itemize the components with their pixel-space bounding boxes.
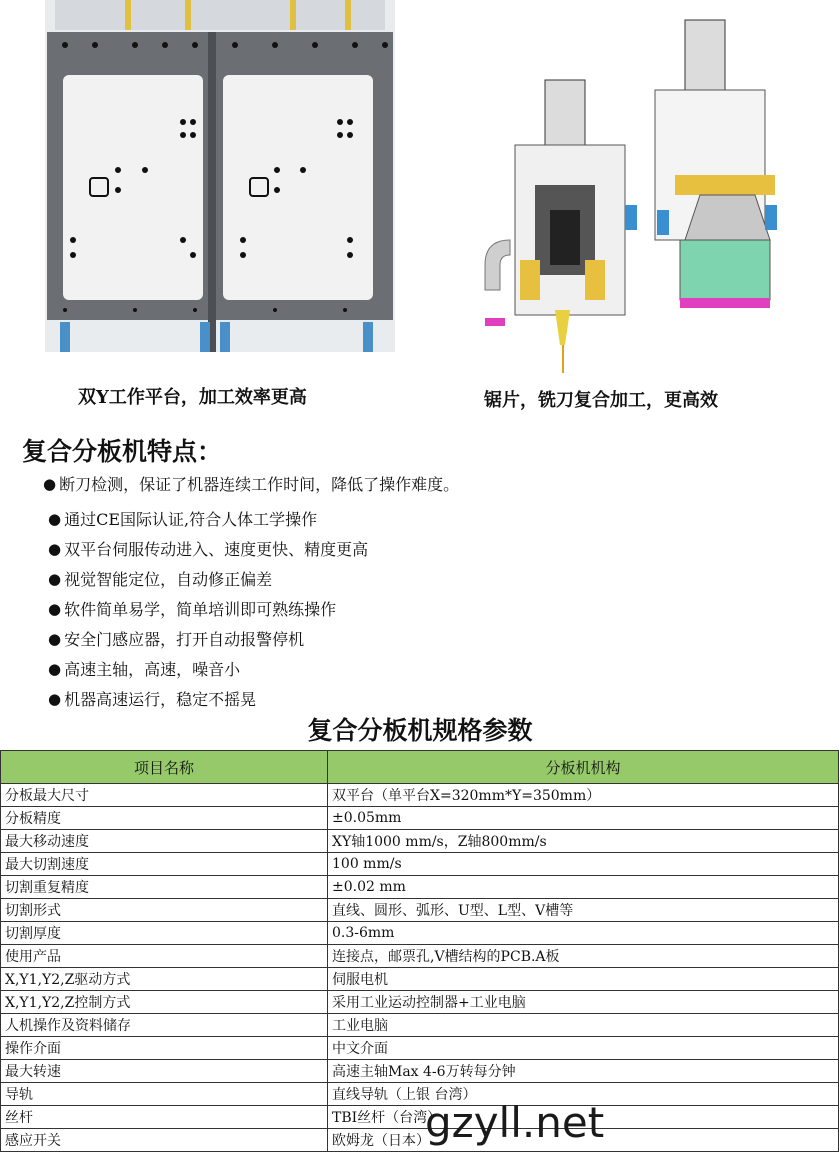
right-image-caption: 锯片，铣刀复合加工，更高效 (484, 390, 718, 411)
left-image-caption: 双Y工作平台，加工效率更高 (78, 387, 307, 408)
bullet-icon: ● (48, 599, 62, 618)
spec-item-name: 最大移动速度 (1, 830, 328, 853)
table-row (1, 1037, 839, 1060)
column-header-item: 项目名称 (1, 751, 328, 784)
spec-item-value: 双平台（单平台X=320mm*Y=350mm） (328, 784, 839, 807)
spec-item-name: 切割形式 (1, 899, 328, 922)
feature-text: 高速主轴，高速，噪音小 (64, 660, 241, 679)
spec-item-name: 丝杆 (1, 1106, 328, 1129)
table-row (1, 807, 839, 830)
spec-item-value: 0.3-6mm (328, 922, 839, 945)
features-title: 复合分板机特点： (22, 437, 223, 466)
feature-item (48, 657, 240, 680)
table-row (1, 830, 839, 853)
feature-item (48, 507, 317, 530)
table-row (1, 922, 839, 945)
table-row (1, 1060, 839, 1083)
cutting-head-drawing (435, 0, 825, 375)
feature-text: 双平台伺服传动进入、速度更快、精度更高 (64, 540, 369, 559)
spec-item-name: 人机操作及资料储存 (1, 1014, 328, 1037)
feature-item (48, 537, 368, 560)
bullet-icon: ● (48, 659, 62, 678)
spec-item-value: 工业电脑 (328, 1014, 839, 1037)
spec-item-name: 操作介面 (1, 1037, 328, 1060)
bullet-icon: ● (48, 569, 62, 588)
feature-item (48, 597, 336, 620)
cutting-head-image (435, 0, 825, 375)
feature-text: 断刀检测，保证了机器连续工作时间，降低了操作难度。 (59, 475, 460, 494)
spec-table (0, 750, 839, 1152)
spec-item-value: ±0.02 mm (328, 876, 839, 899)
table-row (1, 1106, 839, 1129)
feature-item (48, 627, 304, 650)
spec-item-name: 分板精度 (1, 807, 328, 830)
feature-item (43, 472, 459, 495)
feature-item (48, 687, 256, 710)
spec-item-name: 感应开关 (1, 1129, 328, 1152)
spec-item-value: 直线、圆形、弧形、U型、L型、V槽等 (328, 899, 839, 922)
table-row (1, 876, 839, 899)
feature-text: 安全门感应器，打开自动报警停机 (64, 630, 305, 649)
bullet-icon: ● (48, 689, 62, 708)
table-row (1, 899, 839, 922)
table-header-row (1, 751, 839, 784)
bullet-icon: ● (48, 539, 62, 558)
table-row (1, 784, 839, 807)
table-row (1, 1014, 839, 1037)
spec-item-value: 欧姆龙（日本） (328, 1129, 839, 1152)
spec-item-name: 导轨 (1, 1083, 328, 1106)
spec-item-value: 直线导轨（上银 台湾） (328, 1083, 839, 1106)
spec-item-name: X,Y1,Y2,Z驱动方式 (1, 968, 328, 991)
spec-item-value: ±0.05mm (328, 807, 839, 830)
feature-text: 通过CE国际认证,符合人体工学操作 (64, 510, 318, 529)
spec-title: 复合分板机规格参数 (307, 716, 533, 745)
bullet-icon: ● (48, 629, 62, 648)
feature-text: 视觉智能定位，自动修正偏差 (64, 570, 273, 589)
spec-item-name: 分板最大尺寸 (1, 784, 328, 807)
bullet-icon: ● (43, 474, 57, 493)
spec-item-value: 100 mm/s (328, 853, 839, 876)
table-row (1, 1129, 839, 1152)
bullet-icon: ● (48, 509, 62, 528)
spec-item-value: XY轴1000 mm/s，Z轴800mm/s (328, 830, 839, 853)
spec-item-value: TBI丝杆（台湾） (328, 1106, 839, 1129)
spec-item-value: 连接点，邮票孔,V槽结构的PCB.A板 (328, 945, 839, 968)
feature-item (48, 567, 272, 590)
dual-platform-drawing (45, 0, 395, 352)
table-row (1, 853, 839, 876)
dual-platform-image (45, 0, 395, 352)
spec-item-value: 伺服电机 (328, 968, 839, 991)
table-row (1, 991, 839, 1014)
spec-item-name: 切割重复精度 (1, 876, 328, 899)
table-row (1, 968, 839, 991)
table-row (1, 1083, 839, 1106)
column-header-structure: 分板机机构 (328, 751, 839, 784)
spec-item-name: 使用产品 (1, 945, 328, 968)
feature-text: 软件简单易学，简单培训即可熟练操作 (64, 600, 337, 619)
watermark: gzyll.net (425, 1098, 605, 1147)
spec-item-value: 采用工业运动控制器+工业电脑 (328, 991, 839, 1014)
spec-item-name: 最大切割速度 (1, 853, 328, 876)
table-row (1, 945, 839, 968)
spec-item-value: 中文介面 (328, 1037, 839, 1060)
spec-item-name: X,Y1,Y2,Z控制方式 (1, 991, 328, 1014)
spec-item-name: 切割厚度 (1, 922, 328, 945)
spec-item-name: 最大转速 (1, 1060, 328, 1083)
spec-item-value: 高速主轴Max 4-6万转每分钟 (328, 1060, 839, 1083)
feature-text: 机器高速运行，稳定不摇晃 (64, 690, 257, 709)
